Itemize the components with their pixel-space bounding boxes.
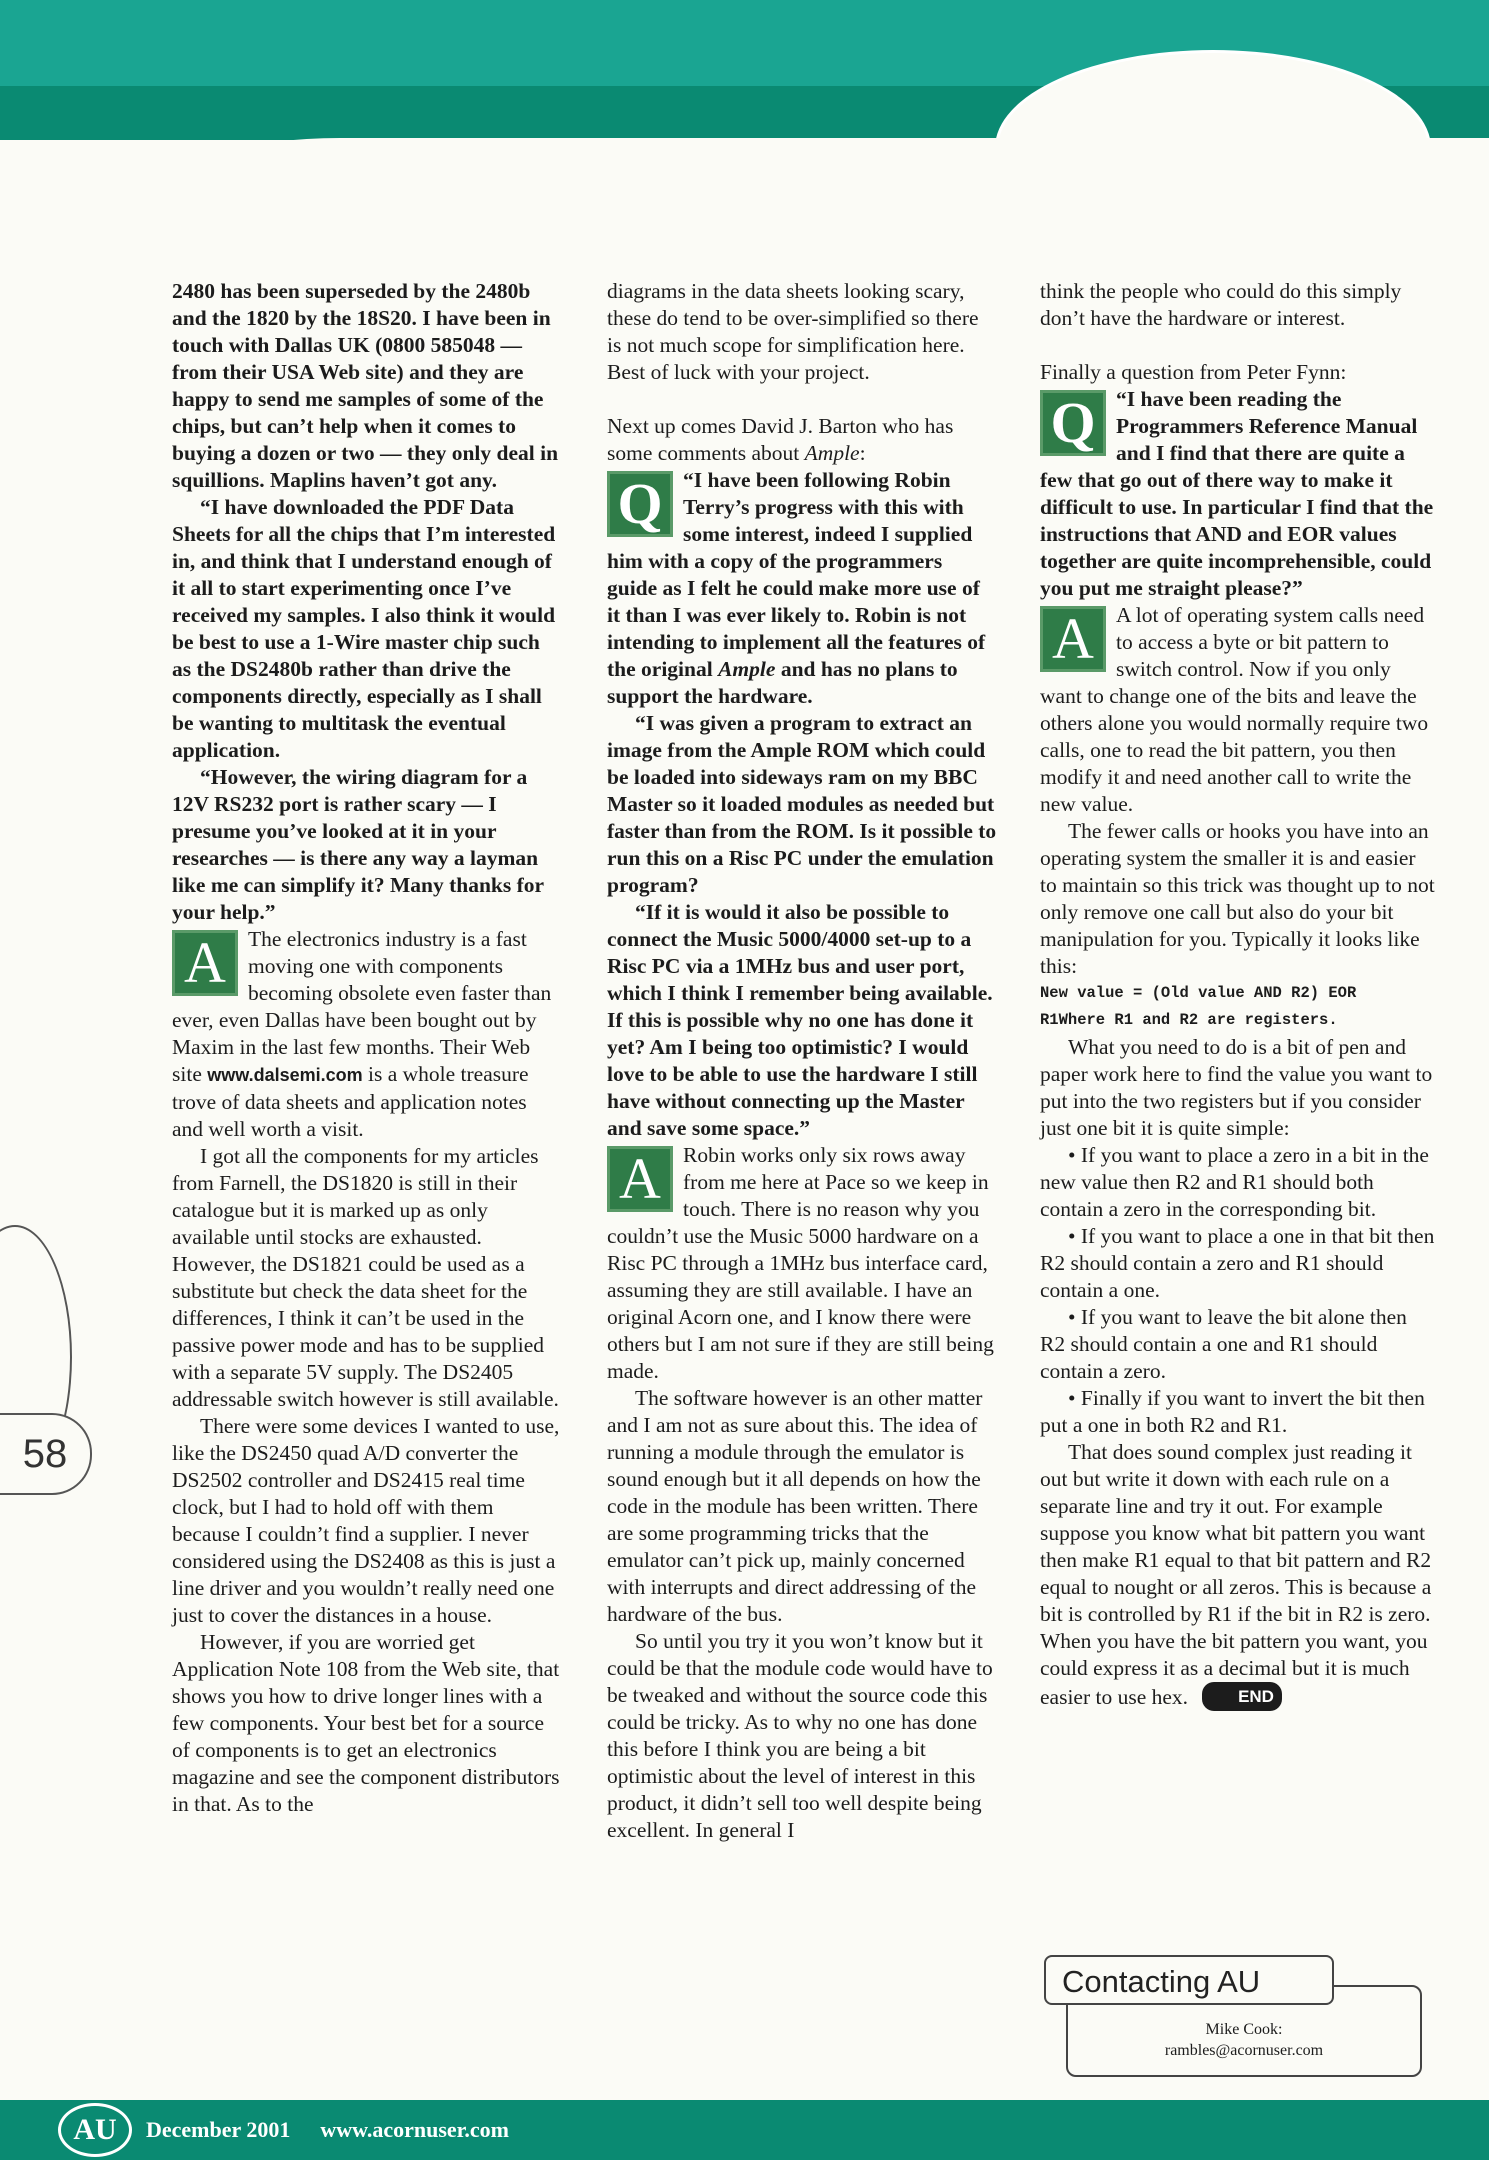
text-span: “I have been following Robin Terry’s progress with this with some interest, indeed I supplied him with a copy of the programmers guide as I felt he could make more use of it than I was ever likely to. Robin is not intending to implement all the features of the original [607,468,986,681]
text-span: and has no plans to support the hardware. [607,657,958,708]
text-span: Next up comes David J. Barton who has some comments about [607,414,954,465]
answer-paragraph [172,926,562,1143]
bullet-item: • If you want to place a zero in a bit in the new value then R2 and R1 should both contain a zero in the corresponding bit. [1040,1143,1429,1221]
article-column-3 [1040,278,1435,1711]
article-column-1 [172,278,562,1818]
bullet-item: • Finally if you want to invert the bit then put a one in both R2 and R1. [1040,1386,1425,1437]
article-column-2 [607,278,997,1844]
paragraph: So until you try it you won’t know but it could be that the module code would have to be tweaked and without the source code this could be tricky. As to why no one has done this before I think you are being a bit optimistic about the level of interest in this product, it didn’t sell too well despite being excellent. In general I [607,1629,993,1842]
paragraph: I got all the components for my articles from Farnell, the DS1820 is still in their catalogue but it is marked up as only available until stocks are exhausted. However, the DS1821 could be used as a substitute but check the data sheet for the differences, I think it can’t be used in the passive power mode and has to be supplied with a separate 5V supply. The DS2405 addressable switch however is still available. [172,1144,559,1411]
text-span: The electronics industry is a fast moving one with components becoming obsolete even faster than ever, even Dallas have been bought out by Maxim in the last few months. Their Web site [172,927,552,1086]
dalsemi-link[interactable]: www.dalsemi.com [207,1065,363,1085]
code-line: R1Where R1 and R2 are registers. [1040,1011,1338,1029]
text-span: A lot of operating system calls need to access a byte or bit pattern to switch control. Now if you only want to change one of the bits and leave the others alone you would normally require two calls, one to read the bit pattern, you then modify it and need another call to write the new value. [1040,603,1429,816]
text-span: “I have been reading the Programmers Reference Manual and I find that there are quite a few that go out of there way to make it difficult to use. In particular I find that the instructions that AND and EOR values together are quite incomprehensible, could you put me straight please?” [1040,387,1434,600]
footer-url[interactable]: www.acornuser.com [320,2117,509,2142]
paragraph: “I have downloaded the PDF Data Sheets for all the chips that I’m interested in, and think that I understand enough of it all to start experimenting once I’ve received my samples. I also think it would be best to use a 1-Wire master chip such as the DS2480b rather than drive the components directly, especially as I shall be wanting to multitask the eventual application. [172,495,556,762]
paragraph: “I was given a program to extract an image from the Ample ROM which could be loaded into sideways ram on my BBC Master so it loaded modules as needed but faster than from the ROM. Is it possible to run this on a Risc PC under the emulation program? [607,711,997,897]
page-number: 58 [0,1413,92,1495]
paragraph: “If it is would it also be possible to connect the Music 5000/4000 set-up to a Risc PC via a 1MHz bus and user port, which I think I remember being available. If this is possible why no one has done it yet? Am I being too optimistic? I would love to be able to use the hardware I still have without connecting up the Master and save some space.” [607,900,993,1140]
text-emphasis: Ample [718,657,776,681]
question-paragraph [607,467,997,710]
text-span: is a whole treasure trove of data sheets and application notes and well worth a visit. [172,1062,529,1141]
end-badge: END [1202,1682,1282,1711]
bullet-item: • If you want to place a one in that bit then R2 should contain a zero and R1 should contain a one. [1040,1224,1435,1302]
bullet-item: • If you want to leave the bit alone then R2 should contain a one and R1 should contain a zero. [1040,1305,1407,1383]
paragraph: “However, the wiring diagram for a 12V RS232 port is rather scary — I presume you’ve looked at it in your researches — is there any way a layman like me can simplify it? Many thanks for your help.” [172,765,544,924]
answer-icon: A [607,1146,673,1212]
footer-band [0,2100,1489,2160]
paragraph: think the people who could do this simply don’t have the hardware or interest. [1040,279,1402,330]
question-paragraph [1040,386,1435,602]
paragraph: What you need to do is a bit of pen and paper work here to find the value you want to put into the two registers but if you consider just one bit it is quite simple: [1040,1035,1433,1140]
code-line: New value = (Old value AND R2) EOR [1040,984,1357,1002]
text-emphasis: Ample [804,441,860,465]
paragraph [1040,1439,1435,1711]
contact-title: Contacting AU [1044,1955,1334,2005]
question-icon: Q [1040,390,1106,456]
paragraph: 2480 has been superseded by the 2480b and the 1820 by the 18S20. I have been in touch with Dallas UK (0800 585048 — from their USA Web site) and they are happy to send me samples of some of the chips, but can’t help when it comes to buying a dozen or two — they only deal in squillions. Maplins haven’t got any. [172,279,559,492]
paragraph: However, if you are worried get Application Note 108 from the Web site, that shows you how to drive longer lines with a few components. Your best bet for a source of components is to get an electronics magazine and see the component distributors in that. As to the [172,1630,560,1816]
answer-paragraph [1040,602,1435,818]
paragraph: The fewer calls or hooks you have into an operating system the smaller it is and easier to maintain so this trick was thought up to not only remove one call but also do your bit manipulation for you. Typically it looks like this: [1040,819,1435,978]
contact-email[interactable]: rambles@acornuser.com [1164,2042,1324,2059]
question-icon: Q [607,471,673,537]
paragraph: diagrams in the data sheets looking scary, these do tend to be over-simplified so there is not much scope for simplification here. Best of luck with your project. [607,279,979,384]
paragraph: There were some devices I wanted to use, like the DS2450 quad A/D converter the DS2502 controller and DS2415 real time clock, but I had to hold off with them because I couldn’t find a supplier. I never considered using the DS2408 as this is just a line driver and you wouldn’t really need one just to cover the distances in a house. [172,1414,560,1627]
text-span: Robin works only six rows away from me here at Pace so we keep in touch. There is no reason why you couldn’t use the Music 5000 hardware on a Risc PC through a 1MHz bus interface card, assuming they are still available. I have an original Acorn one, and I know there were others but I am not sure if they are still being made. [607,1143,994,1383]
footer-date: December 2001 [146,2117,291,2142]
paragraph: The software however is an other matter and I am not as sure about this. The idea of running a module through the emulator is sound enough but it all depends on how the code in the module has been written. There are some programming tricks that the emulator can’t pick up, mainly concerned with interrupts and direct addressing of the hardware of the bus. [607,1386,983,1626]
answer-paragraph [607,1142,997,1385]
text-span: : [859,441,866,465]
answer-icon: A [172,930,238,996]
au-logo: AU [58,2103,132,2157]
answer-icon: A [1040,606,1106,672]
paragraph [607,413,997,467]
paragraph: Finally a question from Peter Fynn: [1040,360,1347,384]
contact-name: Mike Cook: [1205,2021,1283,2038]
text-span: That does sound complex just reading it out but write it down with each rule on a separate line and try it out. For example suppose you know what bit pattern you want then make R1 equal to that bit pattern and R2 equal to nought or all zeros. This is because a bit is controlled by R1 if the bit in R2 is zero. When you have the bit pattern you want, you could express it as a decimal but it is much easier to use hex. [1040,1440,1432,1709]
